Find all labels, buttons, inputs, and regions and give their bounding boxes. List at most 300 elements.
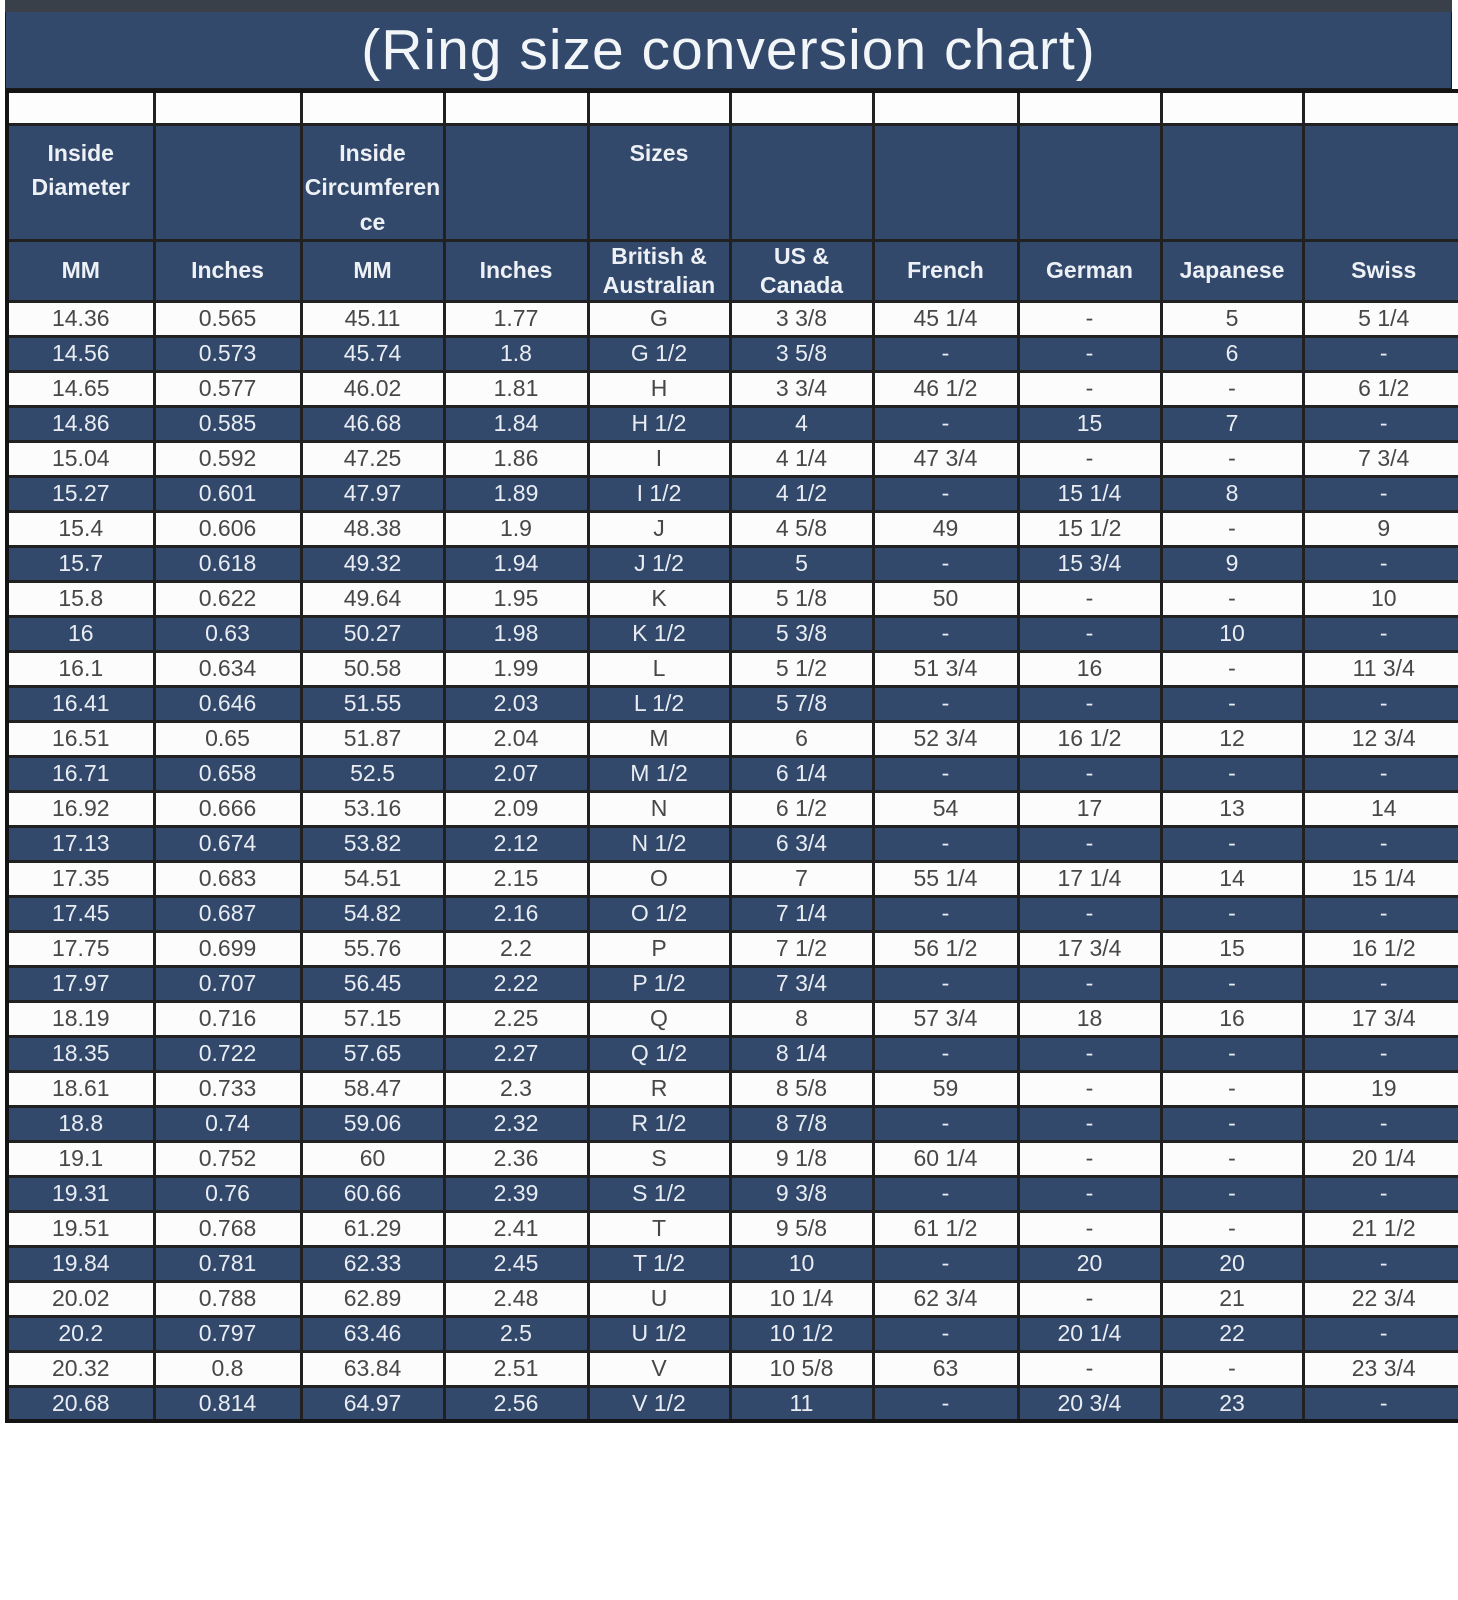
data-cell: - — [1018, 616, 1161, 651]
data-cell: 4 1/4 — [730, 441, 873, 476]
data-cell: - — [1018, 966, 1161, 1001]
data-cell: - — [1303, 896, 1458, 931]
data-cell: - — [1018, 301, 1161, 336]
data-cell: - — [1161, 686, 1303, 721]
data-cell: - — [873, 1246, 1018, 1281]
data-cell: 7 — [730, 861, 873, 896]
data-cell: M — [588, 721, 730, 756]
data-cell: 9 3/8 — [730, 1176, 873, 1211]
table-row — [7, 1281, 1458, 1316]
data-cell: - — [1161, 1106, 1303, 1141]
data-cell: - — [1018, 826, 1161, 861]
data-cell: 2.2 — [444, 931, 588, 966]
data-cell: - — [873, 1106, 1018, 1141]
data-cell: P 1/2 — [588, 966, 730, 1001]
group-header-row — [7, 124, 1458, 241]
data-cell: 10 — [730, 1246, 873, 1281]
data-cell: U — [588, 1281, 730, 1316]
data-cell: 1.77 — [444, 301, 588, 336]
data-cell: 2.07 — [444, 756, 588, 791]
data-cell: 9 1/8 — [730, 1141, 873, 1176]
data-cell: - — [873, 476, 1018, 511]
data-cell: - — [1018, 581, 1161, 616]
data-cell: 0.606 — [154, 511, 301, 546]
data-cell: 1.94 — [444, 546, 588, 581]
table-row — [7, 1071, 1458, 1106]
data-cell: - — [1161, 826, 1303, 861]
data-cell: 57 3/4 — [873, 1001, 1018, 1036]
data-cell: 10 1/4 — [730, 1281, 873, 1316]
data-cell: 10 5/8 — [730, 1351, 873, 1386]
data-cell: 0.577 — [154, 371, 301, 406]
data-cell: 21 1/2 — [1303, 1211, 1458, 1246]
data-cell: 20.02 — [7, 1281, 154, 1316]
data-cell: 0.814 — [154, 1386, 301, 1421]
data-cell: - — [873, 1176, 1018, 1211]
data-cell: 2.09 — [444, 791, 588, 826]
data-cell: 4 5/8 — [730, 511, 873, 546]
column-header-cell: MM — [301, 241, 444, 302]
data-cell: 0.683 — [154, 861, 301, 896]
data-cell: 9 5/8 — [730, 1211, 873, 1246]
data-cell: 0.74 — [154, 1106, 301, 1141]
data-cell: - — [1303, 1386, 1458, 1421]
data-cell: 45.74 — [301, 336, 444, 371]
data-cell: 4 1/2 — [730, 476, 873, 511]
data-cell: 5 — [730, 546, 873, 581]
data-cell: 19.31 — [7, 1176, 154, 1211]
table-row — [7, 1351, 1458, 1386]
data-cell: 18.35 — [7, 1036, 154, 1071]
data-cell: - — [1161, 371, 1303, 406]
spacer-row — [7, 91, 1458, 124]
data-cell: 7 3/4 — [730, 966, 873, 1001]
data-cell: - — [1303, 826, 1458, 861]
data-cell: 20.32 — [7, 1351, 154, 1386]
table-row — [7, 1106, 1458, 1141]
data-cell: 16.71 — [7, 756, 154, 791]
column-header-row — [7, 241, 1458, 302]
data-cell: 45.11 — [301, 301, 444, 336]
data-cell: 49 — [873, 511, 1018, 546]
data-cell: G — [588, 301, 730, 336]
data-cell: 0.666 — [154, 791, 301, 826]
data-cell: 0.768 — [154, 1211, 301, 1246]
data-cell: 49.32 — [301, 546, 444, 581]
data-cell: 61 1/2 — [873, 1211, 1018, 1246]
group-header-cell — [154, 124, 301, 241]
data-cell: 55 1/4 — [873, 861, 1018, 896]
data-cell: 52.5 — [301, 756, 444, 791]
table-row — [7, 511, 1458, 546]
table-row — [7, 756, 1458, 791]
data-cell: 14.56 — [7, 336, 154, 371]
data-cell: 7 1/4 — [730, 896, 873, 931]
data-cell: 6 1/4 — [730, 756, 873, 791]
table-row — [7, 616, 1458, 651]
data-cell: Q 1/2 — [588, 1036, 730, 1071]
data-cell: 0.788 — [154, 1281, 301, 1316]
data-cell: 22 3/4 — [1303, 1281, 1458, 1316]
spacer-cell — [1161, 91, 1303, 124]
data-cell: 15.8 — [7, 581, 154, 616]
data-cell: 5 3/8 — [730, 616, 873, 651]
data-cell: 56.45 — [301, 966, 444, 1001]
data-cell: 16 — [1018, 651, 1161, 686]
data-cell: 0.707 — [154, 966, 301, 1001]
column-header-cell: MM — [7, 241, 154, 302]
data-cell: 53.82 — [301, 826, 444, 861]
data-cell: 14 — [1303, 791, 1458, 826]
data-cell: 6 3/4 — [730, 826, 873, 861]
data-cell: 2.36 — [444, 1141, 588, 1176]
spacer-cell — [301, 91, 444, 124]
data-cell: U 1/2 — [588, 1316, 730, 1351]
data-cell: 16.92 — [7, 791, 154, 826]
data-cell: 1.95 — [444, 581, 588, 616]
table-row — [7, 581, 1458, 616]
data-cell: - — [1018, 896, 1161, 931]
data-cell: 46.68 — [301, 406, 444, 441]
data-cell: 14.65 — [7, 371, 154, 406]
data-cell: Q — [588, 1001, 730, 1036]
conversion-table — [5, 89, 1458, 1423]
group-header-cell: Sizes — [588, 124, 730, 241]
data-cell: 52 3/4 — [873, 721, 1018, 756]
data-cell: - — [1018, 441, 1161, 476]
data-cell: P — [588, 931, 730, 966]
data-cell: - — [1161, 896, 1303, 931]
data-cell: - — [873, 406, 1018, 441]
table-head — [7, 91, 1458, 301]
data-cell: 1.98 — [444, 616, 588, 651]
data-cell: 17.75 — [7, 931, 154, 966]
data-cell: 0.618 — [154, 546, 301, 581]
table-row — [7, 301, 1458, 336]
data-cell: - — [1303, 1316, 1458, 1351]
table-row — [7, 1211, 1458, 1246]
spacer-cell — [154, 91, 301, 124]
table-row — [7, 1141, 1458, 1176]
data-cell: 54.51 — [301, 861, 444, 896]
data-cell: K 1/2 — [588, 616, 730, 651]
table-row — [7, 721, 1458, 756]
data-cell: 50.27 — [301, 616, 444, 651]
data-cell: 1.84 — [444, 406, 588, 441]
data-cell: 2.5 — [444, 1316, 588, 1351]
data-cell: 46 1/2 — [873, 371, 1018, 406]
table-row — [7, 476, 1458, 511]
data-cell: 0.592 — [154, 441, 301, 476]
table-row — [7, 966, 1458, 1001]
data-cell: 21 — [1161, 1281, 1303, 1316]
data-cell: 4 — [730, 406, 873, 441]
data-cell: S 1/2 — [588, 1176, 730, 1211]
data-cell: 15 3/4 — [1018, 546, 1161, 581]
data-cell: 47.25 — [301, 441, 444, 476]
data-cell: - — [1161, 1036, 1303, 1071]
table-row — [7, 1036, 1458, 1071]
chart-title-band — [5, 12, 1452, 89]
data-cell: 2.45 — [444, 1246, 588, 1281]
page-title: (Ring size conversion chart) — [361, 18, 1096, 82]
data-cell: 15.04 — [7, 441, 154, 476]
data-cell: 50 — [873, 581, 1018, 616]
table-row — [7, 406, 1458, 441]
data-cell: 0.658 — [154, 756, 301, 791]
data-cell: 2.51 — [444, 1351, 588, 1386]
data-cell: 53.16 — [301, 791, 444, 826]
spacer-cell — [588, 91, 730, 124]
data-cell: 0.63 — [154, 616, 301, 651]
data-cell: 49.64 — [301, 581, 444, 616]
group-header-cell — [873, 124, 1018, 241]
data-cell: 0.565 — [154, 301, 301, 336]
column-header-cell: US & Canada — [730, 241, 873, 302]
data-cell: 2.12 — [444, 826, 588, 861]
data-cell: 18.19 — [7, 1001, 154, 1036]
data-cell: - — [1303, 406, 1458, 441]
data-cell: 20.68 — [7, 1386, 154, 1421]
data-cell: 3 3/8 — [730, 301, 873, 336]
data-cell: 16.41 — [7, 686, 154, 721]
data-cell: V 1/2 — [588, 1386, 730, 1421]
column-header-cell: Inches — [154, 241, 301, 302]
table-body — [7, 301, 1458, 1421]
data-cell: 5 1/4 — [1303, 301, 1458, 336]
data-cell: - — [1303, 1176, 1458, 1211]
data-cell: 15 — [1161, 931, 1303, 966]
spacer-cell — [873, 91, 1018, 124]
data-cell: 57.65 — [301, 1036, 444, 1071]
data-cell: 60 — [301, 1141, 444, 1176]
data-cell: 11 — [730, 1386, 873, 1421]
data-cell: - — [873, 1316, 1018, 1351]
data-cell: L 1/2 — [588, 686, 730, 721]
data-cell: 18.61 — [7, 1071, 154, 1106]
data-cell: 9 — [1303, 511, 1458, 546]
data-cell: - — [873, 546, 1018, 581]
data-cell: 0.76 — [154, 1176, 301, 1211]
data-cell: - — [1018, 1176, 1161, 1211]
group-header-cell: Inside Circumference — [301, 124, 444, 241]
table-row — [7, 336, 1458, 371]
data-cell: 15.7 — [7, 546, 154, 581]
data-cell: 19 — [1303, 1071, 1458, 1106]
data-cell: - — [1303, 756, 1458, 791]
data-cell: - — [1018, 1281, 1161, 1316]
data-cell: 12 — [1161, 721, 1303, 756]
scan-top-strip — [5, 0, 1452, 12]
data-cell: 60.66 — [301, 1176, 444, 1211]
data-cell: O 1/2 — [588, 896, 730, 931]
data-cell: 5 1/2 — [730, 651, 873, 686]
spacer-cell — [444, 91, 588, 124]
data-cell: 2.25 — [444, 1001, 588, 1036]
data-cell: 7 — [1161, 406, 1303, 441]
data-cell: 10 1/2 — [730, 1316, 873, 1351]
data-cell: 59.06 — [301, 1106, 444, 1141]
data-cell: 1.8 — [444, 336, 588, 371]
data-cell: 2.39 — [444, 1176, 588, 1211]
data-cell: V — [588, 1351, 730, 1386]
data-cell: - — [1018, 1211, 1161, 1246]
column-header-cell: British & Australian — [588, 241, 730, 302]
group-header-cell — [1018, 124, 1161, 241]
data-cell: - — [1303, 1036, 1458, 1071]
data-cell: 0.601 — [154, 476, 301, 511]
data-cell: 6 — [730, 721, 873, 756]
data-cell: 2.41 — [444, 1211, 588, 1246]
data-cell: - — [873, 1386, 1018, 1421]
data-cell: - — [1161, 441, 1303, 476]
data-cell: - — [1018, 1036, 1161, 1071]
data-cell: 64.97 — [301, 1386, 444, 1421]
data-cell: 0.622 — [154, 581, 301, 616]
spacer-cell — [1018, 91, 1161, 124]
data-cell: 2.56 — [444, 1386, 588, 1421]
data-cell: - — [1303, 546, 1458, 581]
data-cell: 23 3/4 — [1303, 1351, 1458, 1386]
data-cell: 50.58 — [301, 651, 444, 686]
data-cell: 51.55 — [301, 686, 444, 721]
data-cell: 20 — [1161, 1246, 1303, 1281]
data-cell: 17 3/4 — [1018, 931, 1161, 966]
data-cell: 47.97 — [301, 476, 444, 511]
data-cell: 17.13 — [7, 826, 154, 861]
data-cell: 61.29 — [301, 1211, 444, 1246]
data-cell: 0.699 — [154, 931, 301, 966]
data-cell: - — [1018, 336, 1161, 371]
data-cell: 2.3 — [444, 1071, 588, 1106]
data-cell: 57.15 — [301, 1001, 444, 1036]
data-cell: 54 — [873, 791, 1018, 826]
data-cell: 48.38 — [301, 511, 444, 546]
data-cell: - — [1161, 511, 1303, 546]
data-cell: 0.752 — [154, 1141, 301, 1176]
data-cell: 1.89 — [444, 476, 588, 511]
data-cell: - — [1303, 1246, 1458, 1281]
data-cell: 17 1/4 — [1018, 861, 1161, 896]
data-cell: M 1/2 — [588, 756, 730, 791]
data-cell: 2.15 — [444, 861, 588, 896]
data-cell: K — [588, 581, 730, 616]
data-cell: - — [873, 826, 1018, 861]
data-cell: - — [1161, 1176, 1303, 1211]
data-cell: - — [873, 686, 1018, 721]
spacer-cell — [1303, 91, 1458, 124]
table-row — [7, 931, 1458, 966]
data-cell: - — [873, 336, 1018, 371]
data-cell: 20 3/4 — [1018, 1386, 1161, 1421]
data-cell: 18 — [1018, 1001, 1161, 1036]
spacer-cell — [730, 91, 873, 124]
data-cell: 16 1/2 — [1018, 721, 1161, 756]
data-cell: J 1/2 — [588, 546, 730, 581]
data-cell: 0.634 — [154, 651, 301, 686]
data-cell: 0.674 — [154, 826, 301, 861]
data-cell: 15 1/2 — [1018, 511, 1161, 546]
data-cell: 19.51 — [7, 1211, 154, 1246]
data-cell: 13 — [1161, 791, 1303, 826]
spacer-cell — [7, 91, 154, 124]
data-cell: 14.86 — [7, 406, 154, 441]
data-cell: J — [588, 511, 730, 546]
data-cell: 17.97 — [7, 966, 154, 1001]
data-cell: 62.33 — [301, 1246, 444, 1281]
data-cell: 0.722 — [154, 1036, 301, 1071]
data-cell: 15 1/4 — [1018, 476, 1161, 511]
data-cell: 2.03 — [444, 686, 588, 721]
data-cell: H 1/2 — [588, 406, 730, 441]
data-cell: 55.76 — [301, 931, 444, 966]
group-header-cell — [1303, 124, 1458, 241]
group-header-cell — [1161, 124, 1303, 241]
data-cell: 9 — [1161, 546, 1303, 581]
data-cell: O — [588, 861, 730, 896]
data-cell: H — [588, 371, 730, 406]
data-cell: 0.733 — [154, 1071, 301, 1106]
data-cell: 60 1/4 — [873, 1141, 1018, 1176]
group-header-cell: Inside Diameter — [7, 124, 154, 241]
data-cell: - — [1161, 1351, 1303, 1386]
data-cell: 10 — [1303, 581, 1458, 616]
column-header-cell: Inches — [444, 241, 588, 302]
data-cell: 5 — [1161, 301, 1303, 336]
data-cell: 59 — [873, 1071, 1018, 1106]
data-cell: - — [1018, 756, 1161, 791]
data-cell: 62.89 — [301, 1281, 444, 1316]
column-header-cell: Swiss — [1303, 241, 1458, 302]
data-cell: 17 — [1018, 791, 1161, 826]
data-cell: 19.84 — [7, 1246, 154, 1281]
data-cell: 6 1/2 — [1303, 371, 1458, 406]
data-cell: 20 1/4 — [1303, 1141, 1458, 1176]
data-cell: 0.646 — [154, 686, 301, 721]
data-cell: 0.687 — [154, 896, 301, 931]
data-cell: 56 1/2 — [873, 931, 1018, 966]
data-cell: - — [1303, 616, 1458, 651]
data-cell: 20 1/4 — [1018, 1316, 1161, 1351]
data-cell: 17.45 — [7, 896, 154, 931]
data-cell: 63.84 — [301, 1351, 444, 1386]
data-cell: 15 1/4 — [1303, 861, 1458, 896]
table-row — [7, 791, 1458, 826]
group-header-cell — [444, 124, 588, 241]
data-cell: - — [1161, 1071, 1303, 1106]
data-cell: 8 — [1161, 476, 1303, 511]
column-header-cell: French — [873, 241, 1018, 302]
data-cell: 6 1/2 — [730, 791, 873, 826]
data-cell: 63.46 — [301, 1316, 444, 1351]
data-cell: 2.32 — [444, 1106, 588, 1141]
data-cell: 10 — [1161, 616, 1303, 651]
data-cell: 15.4 — [7, 511, 154, 546]
data-cell: 51.87 — [301, 721, 444, 756]
group-header-cell — [730, 124, 873, 241]
data-cell: 3 5/8 — [730, 336, 873, 371]
data-cell: 19.1 — [7, 1141, 154, 1176]
data-cell: 45 1/4 — [873, 301, 1018, 336]
table-row — [7, 1176, 1458, 1211]
data-cell: 23 — [1161, 1386, 1303, 1421]
data-cell: 17.35 — [7, 861, 154, 896]
data-cell: - — [1161, 581, 1303, 616]
table-row — [7, 546, 1458, 581]
data-cell: - — [1303, 966, 1458, 1001]
data-cell: 58.47 — [301, 1071, 444, 1106]
data-cell: T — [588, 1211, 730, 1246]
